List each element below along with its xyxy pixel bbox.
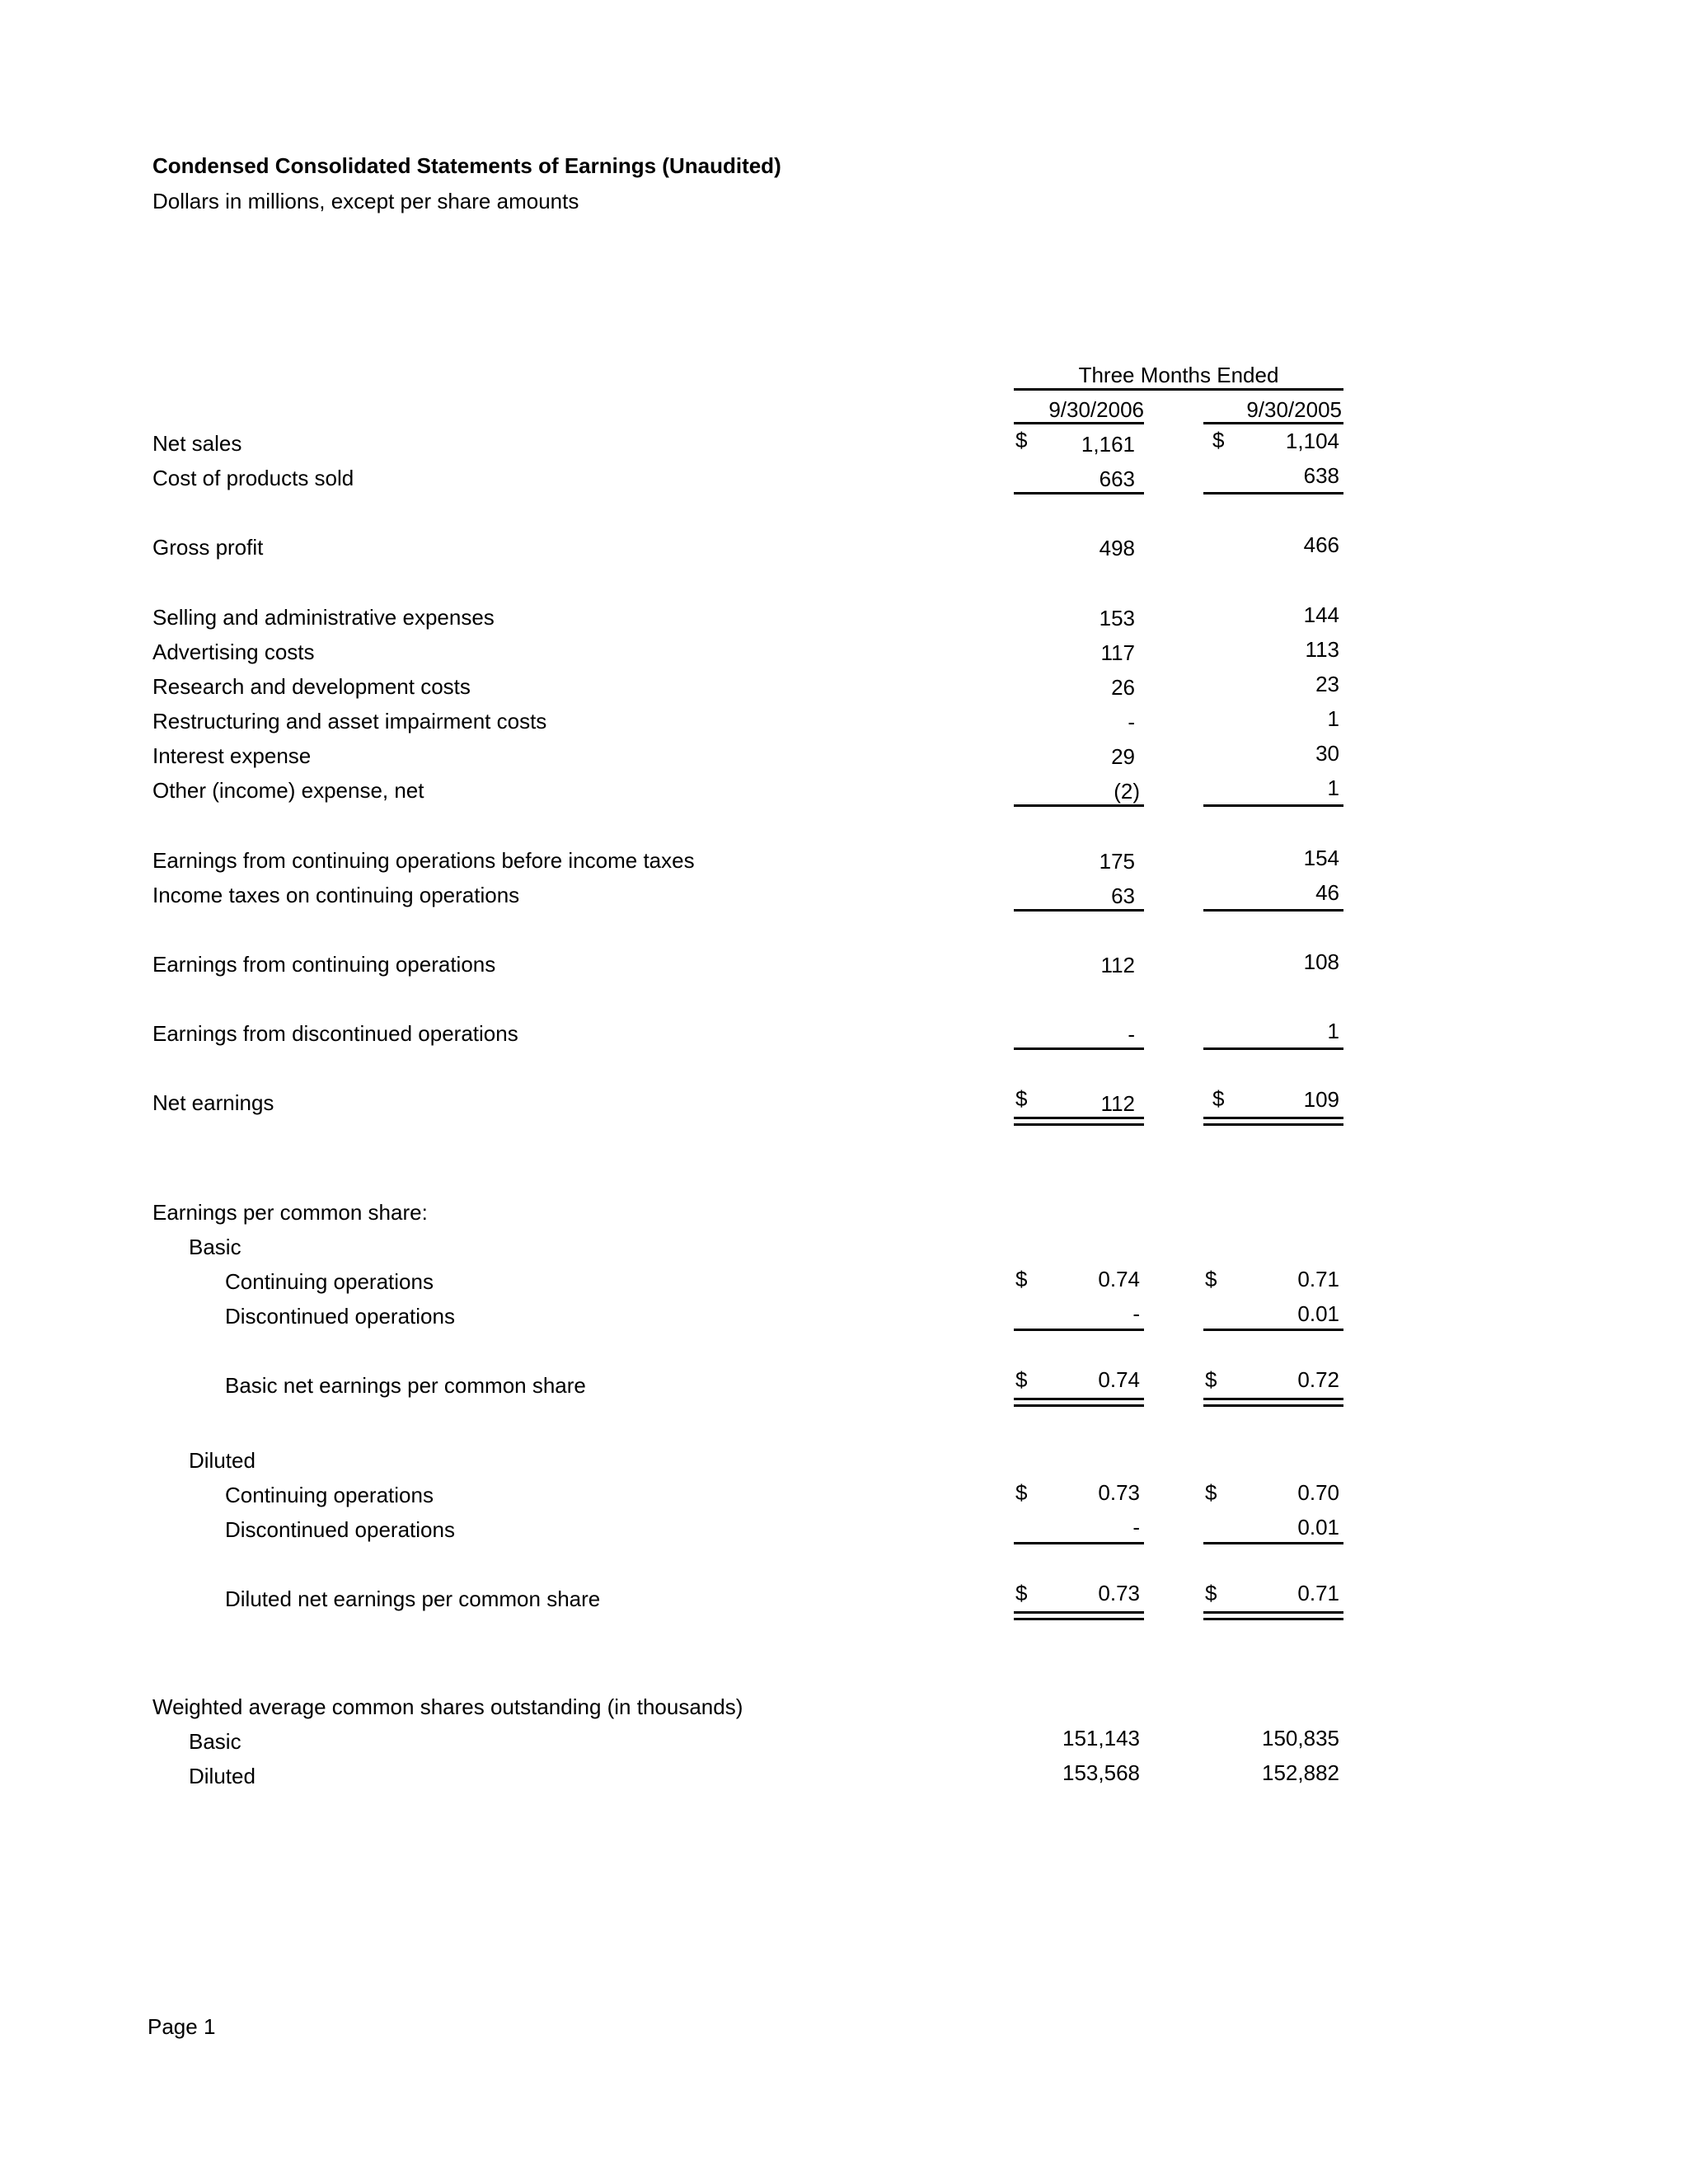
- total-double-rule: [1014, 1117, 1144, 1126]
- row-net-sales: [0, 428, 1688, 465]
- subtotal-rule: [1203, 492, 1343, 494]
- value-2005: 638: [1303, 463, 1339, 488]
- row-label: Cost of products sold: [152, 466, 354, 490]
- value-2006: 153: [1099, 606, 1135, 630]
- row-label: Basic net earnings per common share: [225, 1373, 586, 1398]
- column-header-2005: 9/30/2005: [1246, 397, 1342, 422]
- value-2006: 498: [1099, 536, 1135, 560]
- value-2006: 0.73: [1098, 1581, 1140, 1605]
- subtotal-rule: [1014, 909, 1144, 912]
- value-2006: -: [1128, 1022, 1135, 1047]
- value-2005: 108: [1303, 949, 1339, 974]
- total-double-rule: [1203, 1611, 1343, 1620]
- currency-symbol: $: [1212, 428, 1225, 452]
- currency-symbol: $: [1015, 1267, 1028, 1291]
- value-2005: 150,835: [1262, 1726, 1339, 1750]
- total-double-rule: [1014, 1398, 1144, 1407]
- subtotal-rule: [1014, 804, 1144, 807]
- value-2006: 117: [1100, 640, 1135, 665]
- subtotal-rule: [1014, 492, 1144, 494]
- value-2006: 29: [1111, 744, 1135, 769]
- page-title: Condensed Consolidated Statements of Earnings (Unaudited): [152, 153, 781, 178]
- row-label: Diluted net earnings per common share: [225, 1586, 601, 1611]
- row-earnings-continuing: [0, 949, 1688, 986]
- value-2006: 112: [1100, 1091, 1135, 1116]
- subtotal-rule: [1203, 804, 1343, 807]
- value-2006: 175: [1099, 849, 1135, 874]
- value-2005: 0.71: [1297, 1581, 1339, 1605]
- row-shares-basic: [0, 1726, 1688, 1763]
- row-earnings-before-tax: [0, 846, 1688, 882]
- subtotal-rule: [1203, 909, 1343, 912]
- currency-symbol: $: [1205, 1367, 1217, 1392]
- eps-basic-heading: Basic: [189, 1235, 241, 1259]
- value-2006: -: [1132, 1301, 1140, 1326]
- row-label: Earnings from continuing operations before income taxes: [152, 848, 695, 873]
- period-header: Three Months Ended: [1078, 363, 1279, 387]
- value-2005: 154: [1303, 846, 1339, 870]
- currency-symbol: $: [1205, 1581, 1217, 1605]
- value-2005: 144: [1303, 602, 1339, 627]
- total-double-rule: [1014, 1611, 1144, 1620]
- row-restructuring: [0, 706, 1688, 743]
- row-label: Continuing operations: [225, 1483, 434, 1507]
- row-label: Selling and administrative expenses: [152, 605, 495, 630]
- value-2006: 1,161: [1081, 432, 1135, 457]
- row-label: Earnings from continuing operations: [152, 952, 496, 977]
- row-label: Discontinued operations: [225, 1304, 455, 1329]
- row-label: Basic: [189, 1729, 241, 1754]
- row-research-dev: [0, 672, 1688, 708]
- row-basic-net: [0, 1367, 1688, 1407]
- row-earnings-discontinued: [0, 1019, 1688, 1055]
- subtotal-rule: [1203, 1329, 1343, 1331]
- value-2006: 0.74: [1098, 1367, 1140, 1392]
- row-label: Income taxes on continuing operations: [152, 883, 520, 907]
- row-advertising: [0, 637, 1688, 673]
- column-header-rule-2006: [1014, 422, 1144, 424]
- row-label: Research and development costs: [152, 674, 471, 699]
- row-label: Diluted: [189, 1764, 256, 1788]
- value-2005: 0.01: [1297, 1301, 1339, 1326]
- row-label: Discontinued operations: [225, 1517, 455, 1542]
- total-double-rule: [1203, 1398, 1343, 1407]
- currency-symbol: $: [1212, 1086, 1225, 1111]
- row-label: Continuing operations: [225, 1269, 434, 1294]
- value-2005: 1,104: [1285, 429, 1339, 453]
- value-2005: 152,882: [1262, 1760, 1339, 1785]
- subtotal-rule: [1014, 1542, 1144, 1544]
- value-2006: 153,568: [1062, 1760, 1140, 1785]
- value-2005: 0.70: [1297, 1480, 1339, 1505]
- value-2006: 663: [1099, 466, 1135, 491]
- subtotal-rule: [1014, 1047, 1144, 1050]
- row-label: Restructuring and asset impairment costs: [152, 709, 547, 733]
- value-2005: 30: [1315, 741, 1339, 766]
- value-2005: 113: [1305, 637, 1339, 662]
- value-2006: -: [1128, 710, 1135, 734]
- value-2006: 0.74: [1098, 1267, 1140, 1291]
- row-gross-profit: [0, 532, 1688, 569]
- row-interest-expense: [0, 741, 1688, 777]
- column-header-rule-2005: [1203, 422, 1343, 424]
- value-2005: 0.01: [1297, 1515, 1339, 1540]
- eps-heading: Earnings per common share:: [152, 1200, 428, 1225]
- row-income-taxes: [0, 880, 1688, 916]
- currency-symbol: $: [1015, 1581, 1028, 1605]
- value-2006: 151,143: [1062, 1726, 1140, 1750]
- total-double-rule: [1203, 1117, 1343, 1126]
- value-2005: 466: [1303, 532, 1339, 557]
- row-cost-of-products-sold: [0, 463, 1688, 499]
- value-2005: 1: [1327, 706, 1339, 731]
- row-shares-diluted: [0, 1760, 1688, 1797]
- value-2005: 1: [1327, 776, 1339, 800]
- value-2005: 1: [1327, 1019, 1339, 1043]
- currency-symbol: $: [1015, 1480, 1028, 1505]
- header-rule: [1014, 388, 1343, 391]
- row-label: Net sales: [152, 431, 242, 456]
- row-label: Gross profit: [152, 535, 264, 560]
- row-diluted-continuing: [0, 1480, 1688, 1516]
- row-basic-continuing: [0, 1267, 1688, 1303]
- row-label: Net earnings: [152, 1090, 274, 1115]
- shares-heading: Weighted average common shares outstanding (in thousands): [152, 1694, 743, 1719]
- row-label: Other (income) expense, net: [152, 778, 424, 803]
- value-2005: 109: [1303, 1087, 1339, 1112]
- value-2005: 23: [1315, 672, 1339, 696]
- currency-symbol: $: [1015, 428, 1028, 452]
- subtotal-rule: [1203, 1542, 1343, 1544]
- currency-symbol: $: [1205, 1267, 1217, 1291]
- value-2006: 63: [1111, 883, 1135, 908]
- value-2006: 112: [1100, 953, 1135, 977]
- value-2005: 0.71: [1297, 1267, 1339, 1291]
- value-2006: -: [1132, 1515, 1140, 1540]
- row-diluted-net: [0, 1581, 1688, 1620]
- row-diluted-discontinued: [0, 1515, 1688, 1551]
- row-other-income: [0, 776, 1688, 812]
- row-selling-admin: [0, 602, 1688, 639]
- value-2006: (2): [1114, 779, 1140, 804]
- page-number: Page 1: [148, 2014, 216, 2039]
- value-2005: 0.72: [1297, 1367, 1339, 1392]
- currency-symbol: $: [1015, 1086, 1028, 1111]
- page-subtitle: Dollars in millions, except per share amounts: [152, 189, 579, 213]
- currency-symbol: $: [1205, 1480, 1217, 1505]
- row-net-earnings: [0, 1086, 1688, 1124]
- row-label: Advertising costs: [152, 640, 315, 664]
- value-2006: 26: [1111, 675, 1135, 700]
- value-2006: 0.73: [1098, 1480, 1140, 1505]
- currency-symbol: $: [1015, 1367, 1028, 1392]
- row-basic-discontinued: [0, 1301, 1688, 1338]
- row-label: Earnings from discontinued operations: [152, 1021, 518, 1046]
- subtotal-rule: [1203, 1047, 1343, 1050]
- eps-diluted-heading: Diluted: [189, 1448, 256, 1473]
- subtotal-rule: [1014, 1329, 1144, 1331]
- value-2005: 46: [1315, 880, 1339, 905]
- column-header-2006: 9/30/2006: [1048, 397, 1144, 422]
- row-label: Interest expense: [152, 743, 312, 768]
